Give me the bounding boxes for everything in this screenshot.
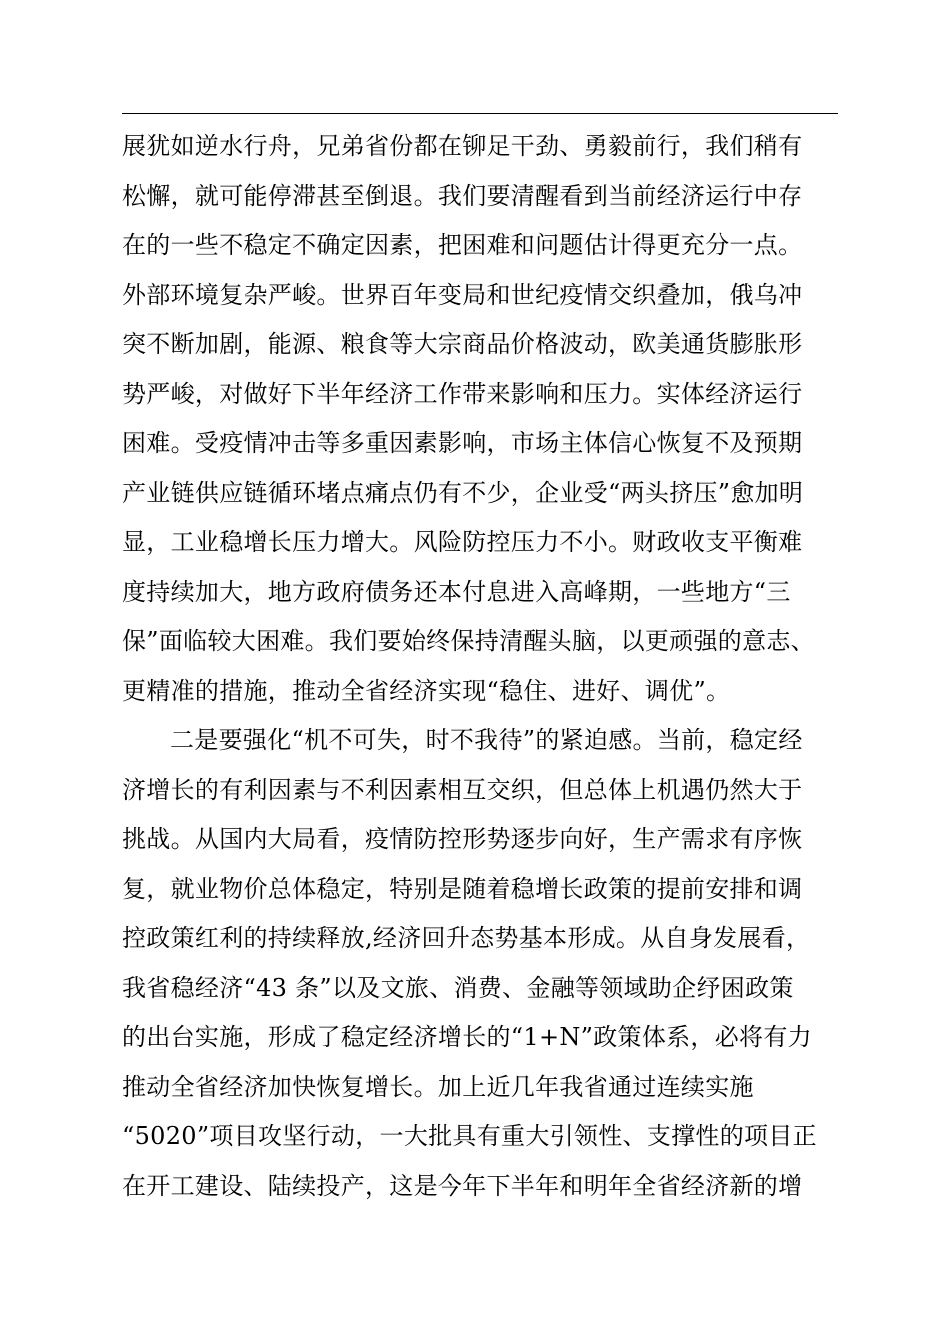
text-line: 在开工建设、陆续投产，这是今年下半年和明年全省经济新的增 [122, 1171, 803, 1200]
text-line: 度持续加大，地方政府债务还本付息进入高峰期，一些地方“三 [122, 577, 791, 606]
text-line: 的出台实施，形成了稳定经济增长的“1+N”政策体系，必将有力 [122, 1023, 812, 1051]
text-line: 推动全省经济加快恢复增长。加上近几年我省通过连续实施 [122, 1072, 754, 1101]
header-rule [122, 113, 838, 114]
text-line: 产业链供应链循环堵点痛点仍有不少，企业受“两头挤压”愈加明 [122, 478, 804, 507]
text-line: 突不断加剧，能源、粮食等大宗商品价格波动，欧美通货膨胀形 [122, 330, 803, 358]
text-line: 松懈，就可能停滞甚至倒退。我们要清醒看到当前经济运行中存 [122, 181, 803, 210]
text-line: 显，工业稳增长压力增大。风险防控压力不小。财政收支平衡难 [122, 528, 803, 556]
text-line: 外部环境复杂严峻。世界百年变局和世纪疫情交织叠加，俄乌冲 [122, 280, 803, 309]
text-line: 展犹如逆水行舟，兄弟省份都在铆足干劲、勇毅前行，我们稍有 [122, 132, 803, 160]
paragraph-first-line: 二是要强化“机不可失，时不我待”的紧迫感。当前，稳定经 [170, 726, 803, 754]
text-line: 控政策红利的持续释放,经济回升态势基本形成。从自身发展看， [122, 924, 811, 952]
text-line: 我省稳经济“43 条”以及文旅、消费、金融等领域助企纾困政策 [122, 973, 794, 1002]
body-text [122, 122, 844, 1211]
text-line: 更精准的措施，推动全省经济实现“稳住、进好、调优”。 [122, 676, 731, 705]
text-line: 困难。受疫情冲击等多重因素影响，市场主体信心恢复不及预期 [122, 429, 803, 457]
text-line: 济增长的有利因素与不利因素相互交织，但总体上机遇仍然大于 [122, 775, 803, 804]
text-line: “5020”项目攻坚行动，一大批具有重大引领性、支撑性的项目正 [122, 1122, 817, 1150]
text-line: 复，就业物价总体稳定，特别是随着稳增长政策的提前安排和调 [122, 874, 803, 903]
text-line: 在的一些不稳定不确定因素，把困难和问题估计得更充分一点。 [122, 231, 803, 259]
text-line: 挑战。从国内大局看，疫情防控形势逐步向好，生产需求有序恢 [122, 825, 803, 853]
text-line: 势严峻，对做好下半年经济工作带来影响和压力。实体经济运行 [122, 379, 803, 408]
text-line: 保”面临较大困难。我们要始终保持清醒头脑，以更顽强的意志、 [122, 627, 815, 655]
